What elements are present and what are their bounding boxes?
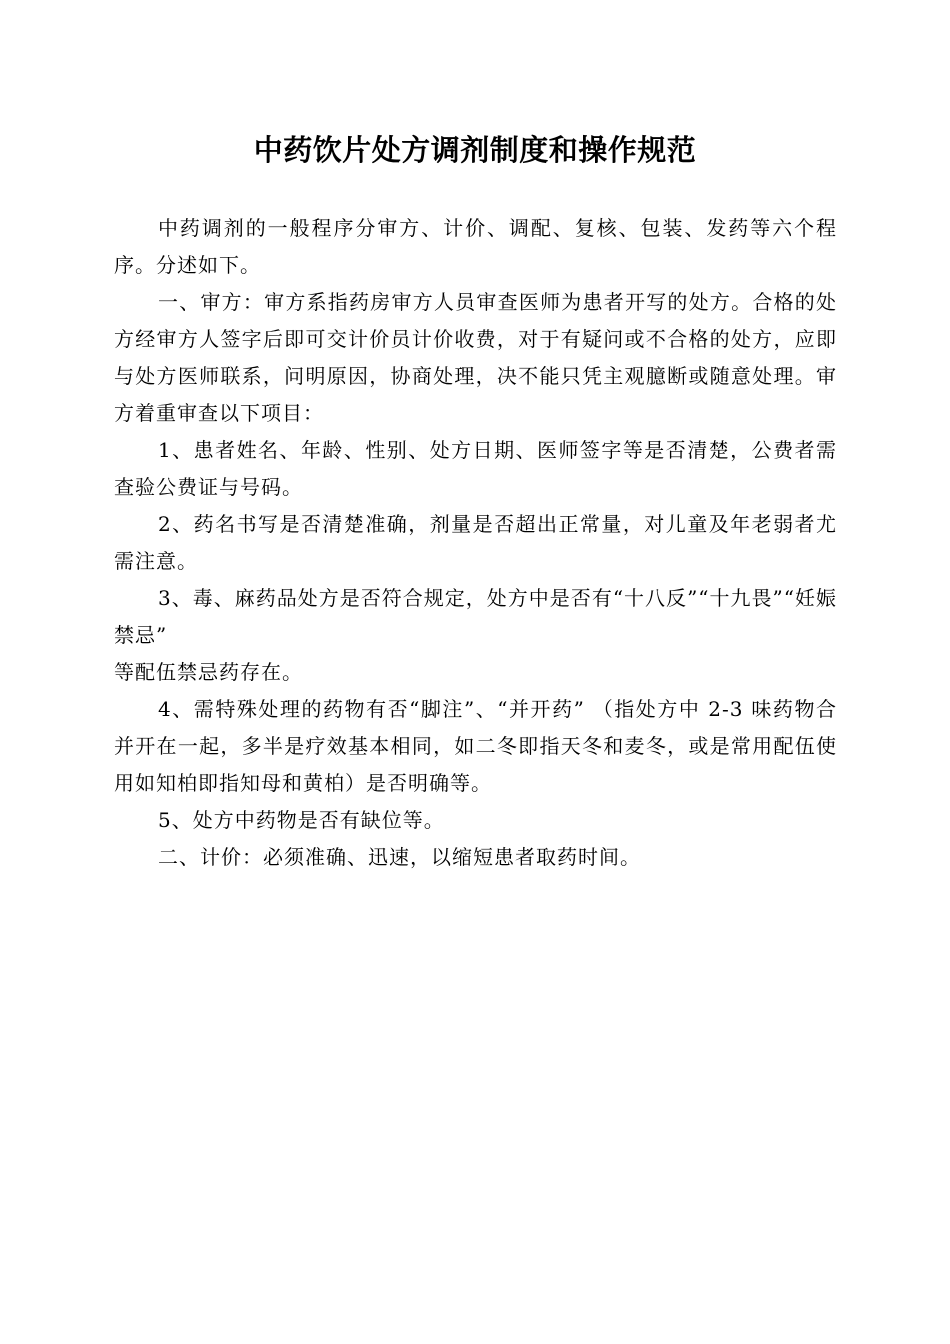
paragraph-review-prescription: 一、审方：审方系指药房审方人员审查医师为患者开写的处方。合格的处方经审方人签字后即可交计价员计价收费，对于有疑问或不合格的处方，应即与处方医师联系，问明原因，协商处理，决不能只凭主观臆断或随意处理。审方着重审查以下项目： [114,290,837,425]
paragraph-item-3-continued: 等配伍禁忌药存在。 [114,660,303,684]
document-body [114,210,837,876]
paragraph-item-3: 3、毒、麻药品处方是否符合规定，处方中是否有“十八反”“十九畏”“妊娠禁忌” [114,586,837,647]
document-title: 中药饮片处方调剂制度和操作规范 [253,133,697,167]
paragraph-intro: 中药调剂的一般程序分审方、计价、调配、复核、包装、发药等六个程序。分述如下。 [114,216,837,277]
paragraph-item-5: 5、处方中药物是否有缺位等。 [158,808,445,832]
paragraph-item-1: 1、患者姓名、年龄、性别、处方日期、医师签字等是否清楚，公费者需查验公费证与号码。 [114,438,837,499]
paragraph-pricing: 二、计价：必须准确、迅速，以缩短患者取药时间。 [158,845,641,869]
paragraph-item-4: 4、需特殊处理的药物有否“脚注”、“并开药” （指处方中 2-3 味药物合并开在一起，多半是疗效基本相同，如二冬即指天冬和麦冬，或是常用配伍使用如知柏即指知母和黄柏）是否明确等。 [114,697,837,795]
paragraph-item-2: 2、药名书写是否清楚准确，剂量是否超出正常量，对儿童及年老弱者尤需注意。 [114,512,837,573]
